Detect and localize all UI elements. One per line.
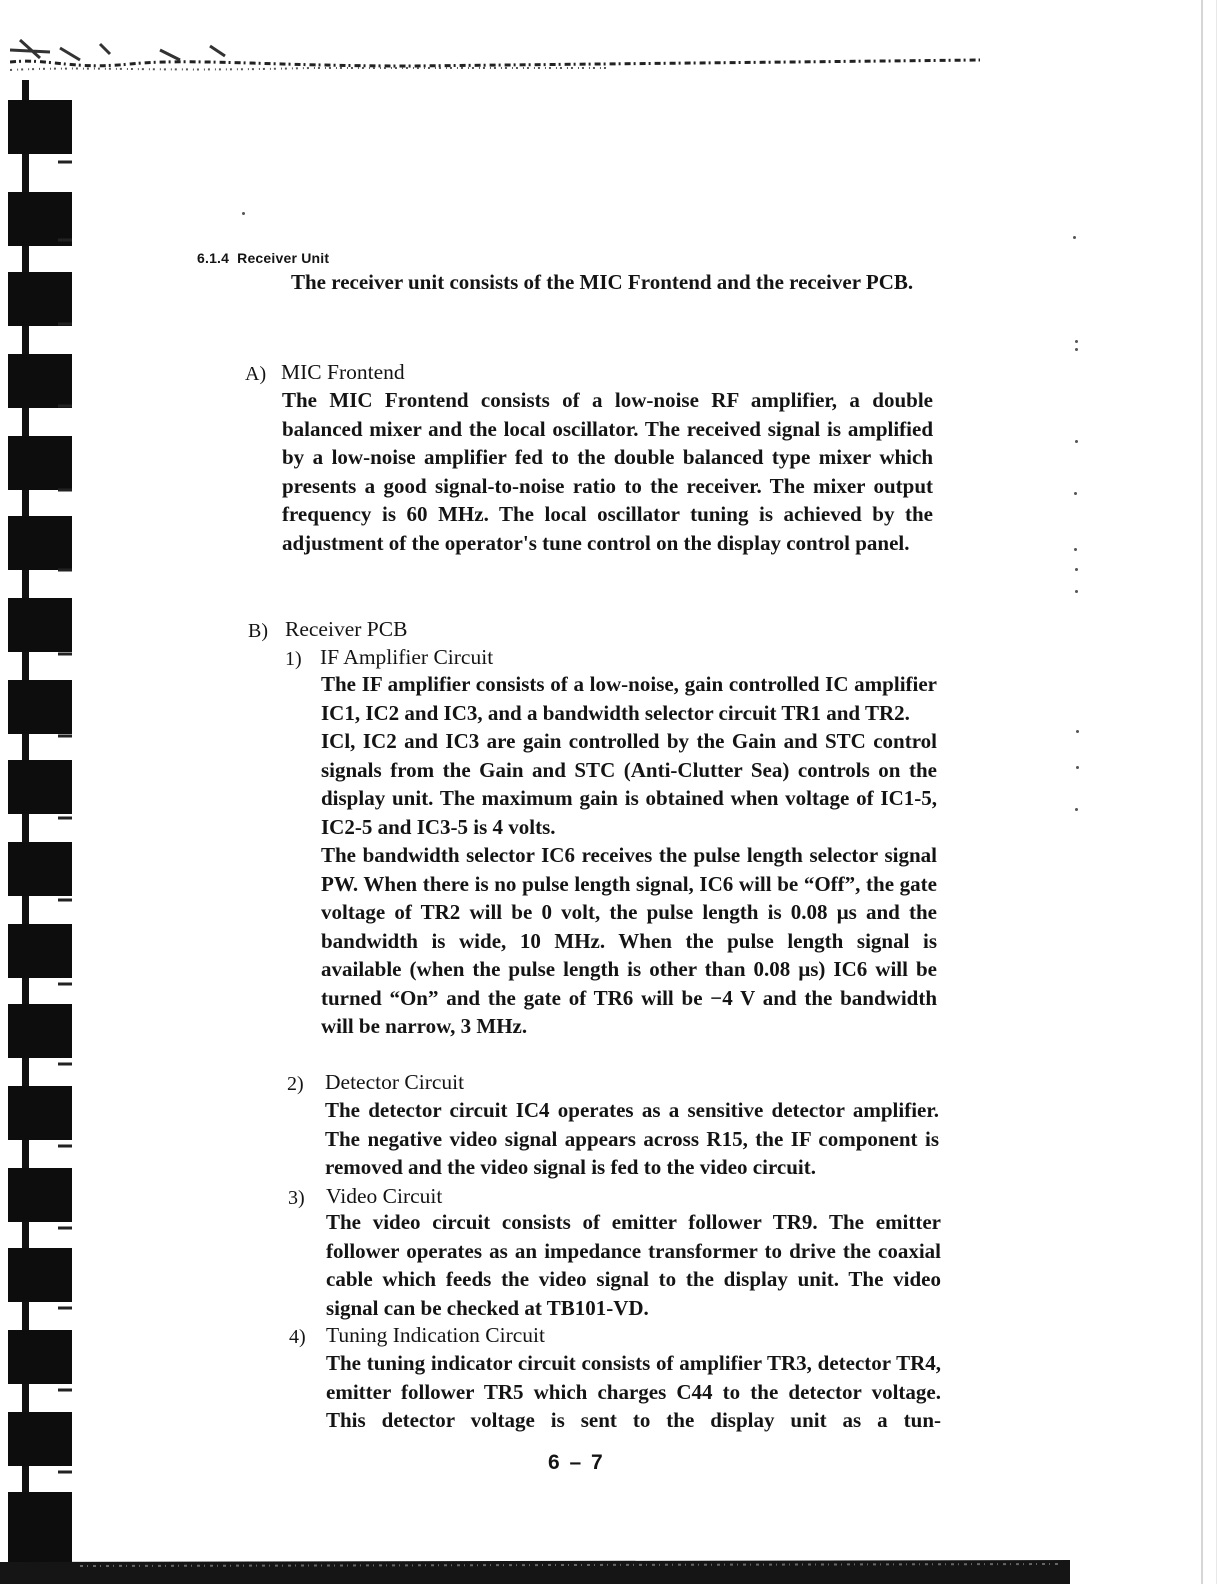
scan-speck [1075,568,1078,571]
scan-speck [1075,440,1078,443]
scan-noise-top [10,30,980,78]
part-b-marker: B) [248,620,268,642]
part-a-title: MIC Frontend [281,360,405,384]
item-1-paragraph: ICl, IC2 and IC3 are gain controlled by the Gain and STC control signals from the Gain and STC (Anti-Clutter Sea) controls on the display unit. The maximum gain is obtained when voltage of IC1-5, IC2-5 and IC3-5 is 4 volts. [321,729,937,839]
scan-speck [1074,492,1077,495]
section-number: 6.1.4 [197,250,230,266]
item-2-marker: 2) [287,1073,304,1095]
part-a-marker: A) [245,363,267,385]
item-2-body [325,1096,939,1182]
page-edge-secondary [1216,0,1217,1584]
scan-speck [1075,340,1078,343]
item-1-title: IF Amplifier Circuit [320,645,494,669]
section-heading [197,250,329,266]
scan-speck [1073,236,1076,239]
item-3-marker: 3) [288,1187,305,1209]
item-3-title: Video Circuit [326,1184,443,1208]
item-2-title: Detector Circuit [325,1070,465,1094]
scan-speck [242,212,245,215]
item-4-paragraph: The tuning indicator circuit consists of amplifier TR3, detector TR4, emitter follower TR5 which charges C44 to the detector voltage. This detector voltage is sent to the display unit as a tun- [326,1351,941,1432]
scan-speck [1074,548,1077,551]
scan-speck [1076,766,1079,769]
page-edge [1201,0,1203,1584]
item-1-paragraph: The bandwidth selector IC6 receives the pulse length selector signal PW. When there is no pulse length signal, IC6 will be “Off”, the gate voltage of TR2 will be 0 volt, the pulse length is 0.08 μs and the bandwidth is wide, 10 MHz. When the pulse length signal is available (when the pulse length is other than 0.08 μs) IC6 will be turned “On” and the gate of TR6 will be −4 V and the bandwidth will be narrow, 3 MHz. [321,843,937,1038]
scan-speck [1075,808,1078,811]
item-1-marker: 1) [285,648,302,670]
item-4-marker: 4) [289,1326,306,1348]
item-2-paragraph: The detector circuit IC4 operates as a sensitive detector amplifier. The negative video signal appears across R15, the IF component is removed and the video signal is fed to the video circuit. [325,1098,939,1179]
section-title: Receiver Unit [237,250,330,266]
page-number: 6 – 7 [548,1451,605,1474]
scan-speck [1076,730,1079,733]
item-4-body [326,1349,941,1435]
item-1-paragraph: The IF amplifier consists of a low-noise, gain controlled IC amplifier IC1, IC2 and IC3, and a bandwidth selector circuit TR1 and TR2. [321,672,937,725]
part-b-title: Receiver PCB [285,617,408,641]
scan-speck [1075,590,1078,593]
item-3-body [326,1208,941,1322]
item-1-body [321,670,937,1041]
scan-noise-bottom [0,1560,1224,1584]
item-3-paragraph: The video circuit consists of emitter follower TR9. The emitter follower operates as an impedance transformer to drive the coaxial cable which feeds the video signal to the display unit. The video signal can be checked at TB101-VD. [326,1210,941,1320]
spiral-binding [0,80,95,1584]
part-a-body: The MIC Frontend consists of a low-noise RF amplifier, a double balanced mixer and the local oscillator. The received signal is amplified by a low-noise amplifier fed to the double balanced type mixer which presents a good signal-to-noise ratio to the receiver. The mixer output frequency is 60 MHz. The local oscillator tuning is achieved by the adjustment of the operator's tune control on the display control panel. [282,388,933,555]
scan-speck [1075,348,1078,351]
section-intro: The receiver unit consists of the MIC Frontend and the receiver PCB. [291,270,914,294]
item-4-title: Tuning Indication Circuit [326,1323,545,1347]
